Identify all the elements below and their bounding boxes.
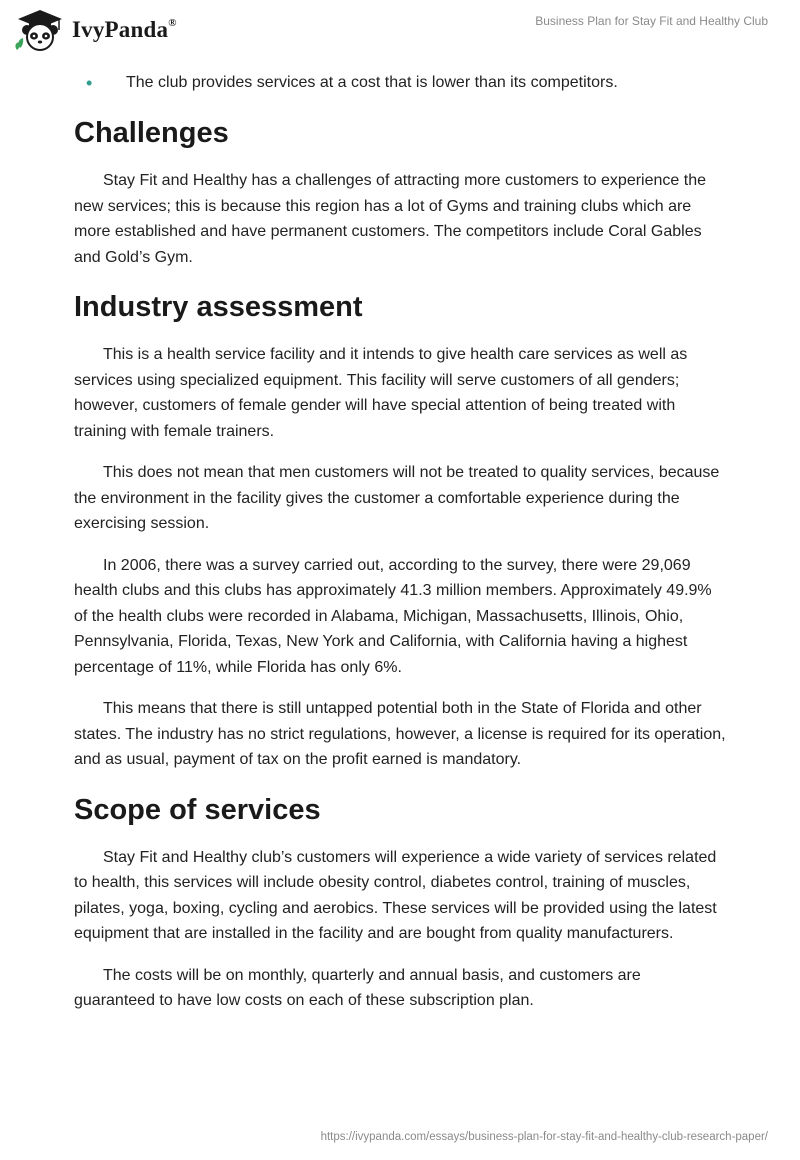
source-url-link[interactable]: https://ivypanda.com/essays/business-plan-for-stay-fit-and-healthy-club-research-paper/ [320, 1131, 768, 1143]
list-item [74, 70, 726, 96]
logo-text: IvyPanda® [72, 17, 177, 42]
document-title: Business Plan for Stay Fit and Healthy Club [535, 14, 768, 28]
essay-content [74, 70, 726, 1030]
panda-graduate-icon [14, 8, 66, 52]
paragraph: In 2006, there was a survey carried out, according to the survey, there were 29,069 health clubs and this clubs has approximately 41.3 million members. Approximately 49.9% of the health clubs were recorded in Alabama, Michigan, Massachusetts, Illinois, Ohio, Pennsylvania, Florida, Texas, New York and California, with California having a highest percentage of 11%, while Florida has only 6%. [74, 556, 712, 676]
list-item-text: The club provides services at a cost that is lower than its competitors. [126, 74, 618, 91]
section-heading-challenges: Challenges [74, 117, 229, 149]
paragraph: This means that there is still untapped potential both in the State of Florida and other states. The industry has no strict regulations, however, a license is required for its operation, and as usual, payment of tax on the profit earned is mandatory. [74, 700, 726, 768]
paragraph: Stay Fit and Healthy has a challenges of attracting more customers to experience the new services; this is because this region has a lot of Gyms and training clubs which are more established and have permanent customers. The competitors include Coral Gables and Gold’s Gym. [74, 172, 706, 266]
bullet-icon: • [86, 73, 93, 93]
paragraph: This does not mean that men customers will not be treated to quality services, because the environment in the facility gives the customer a comfortable experience during the exercising session. [74, 464, 720, 532]
section-heading-industry-assessment: Industry assessment [74, 291, 363, 323]
page-header [0, 0, 800, 70]
section-heading-scope-of-services: Scope of services [74, 793, 321, 826]
paragraph: The costs will be on monthly, quarterly and annual basis, and customers are guaranteed to have low costs on each of these subscription plan. [74, 966, 641, 1009]
paragraph: Stay Fit and Healthy club’s customers will experience a wide variety of services related to health, this services will include obesity control, diabetes control, training of muscles, pilates, yoga, boxing, cycling and aerobics. These services will be provided using the latest equipment that are installed in the facility and are bought from quality manufacturers. [74, 848, 717, 942]
paragraph: This is a health service facility and it intends to give health care services as well as services using specialized equipment. This facility will serve customers of all genders; however, customers of female gender will have special attention of being treated with training with female trainers. [74, 346, 688, 440]
ivypanda-logo[interactable] [14, 8, 177, 52]
